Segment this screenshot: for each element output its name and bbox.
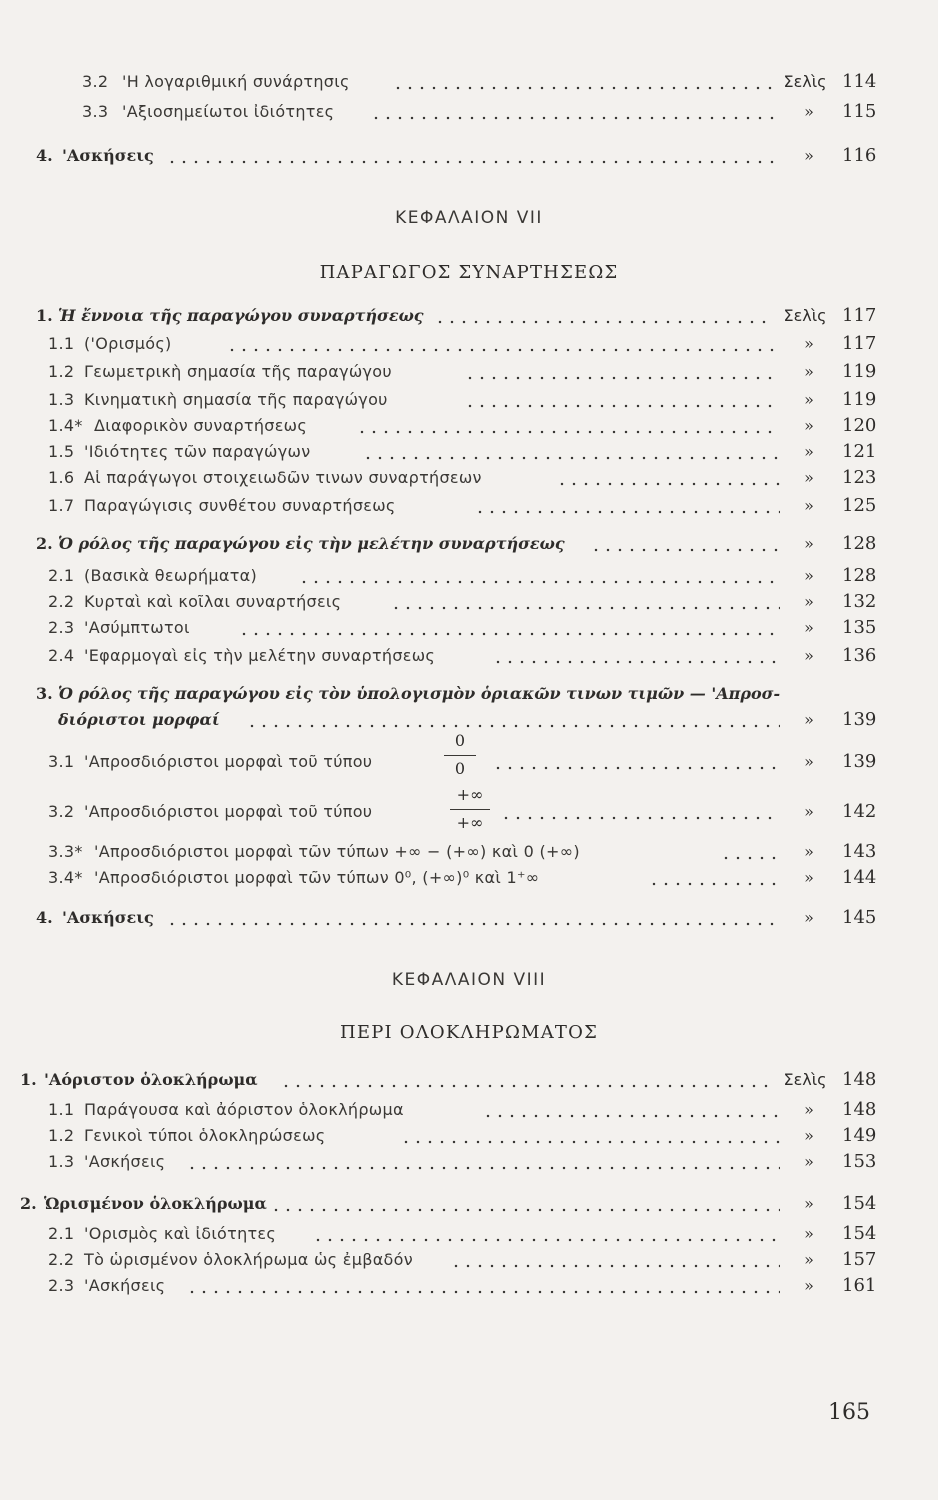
entry-number: 2.1 [48, 566, 75, 585]
page-mark: » [804, 908, 814, 927]
page-mark: » [804, 102, 814, 121]
entry-number: 3.2 [82, 72, 109, 91]
page-ref: 145 [842, 907, 877, 928]
page-mark: » [804, 752, 814, 771]
page-ref: 154 [842, 1193, 877, 1214]
leader-dots [500, 816, 780, 820]
page-mark: » [804, 416, 814, 435]
leader-dots [166, 922, 780, 926]
section-number: 4. [36, 908, 53, 927]
toc-section [0, 902, 938, 932]
page-ref: 125 [842, 495, 877, 516]
section-number: 2. [36, 534, 53, 553]
page-mark: » [804, 868, 814, 887]
section-number: 4. [36, 146, 53, 165]
toc-section [0, 528, 938, 558]
page-ref: 128 [842, 565, 877, 586]
section-title: 'Αόριστον ὁλοκλήρωμα [44, 1070, 258, 1089]
leader-dots [492, 660, 780, 664]
page-mark: » [804, 1224, 814, 1243]
page-ref: 157 [842, 1249, 877, 1270]
leader-dots [648, 882, 780, 886]
page-mark: » [804, 1126, 814, 1145]
entry-number: 1.4* [48, 416, 83, 435]
toc-section [0, 300, 938, 330]
page-mark: » [804, 1100, 814, 1119]
leader-dots [226, 348, 780, 352]
page-mark: » [804, 1152, 814, 1171]
page-mark: » [804, 592, 814, 611]
entry-number: 2.2 [48, 1250, 75, 1269]
leader-dots [166, 160, 780, 164]
toc-section [0, 140, 938, 170]
leader-dots [186, 1166, 780, 1170]
page-ref: 148 [842, 1069, 877, 1090]
entry-title: Διαφορικὸν συναρτήσεως [94, 416, 308, 435]
chapter-title: ΠΕΡΙ ΟΛΟΚΛΗΡΩΜΑΤΟΣ [340, 1022, 598, 1043]
entry-number: 1.2 [48, 1126, 75, 1145]
fraction-denominator: +∞ [456, 813, 484, 832]
toc-entry [0, 96, 938, 126]
leader-dots [298, 580, 780, 584]
page-mark: » [804, 534, 814, 553]
page-ref: 135 [842, 617, 877, 638]
page-ref: 115 [842, 101, 877, 122]
page-number: 165 [828, 1400, 870, 1425]
page-mark: » [804, 1250, 814, 1269]
entry-title: 'Ασύμπτωτοι [84, 618, 190, 637]
leader-dots [556, 482, 780, 486]
entry-number: 2.1 [48, 1224, 75, 1243]
entry-number: 2.4 [48, 646, 75, 665]
page-ref: 114 [842, 71, 877, 92]
section-title: 'Ασκήσεις [62, 146, 154, 165]
leader-dots [492, 766, 780, 770]
page-ref: 121 [842, 441, 877, 462]
entry-title: 'Ορισμὸς καὶ ἰδιότητες [84, 1224, 277, 1243]
page-ref: 142 [842, 801, 877, 822]
toc-entry [0, 612, 938, 642]
toc-entry [0, 356, 938, 386]
entry-number: 3.1 [48, 752, 75, 771]
leader-dots [280, 1084, 774, 1088]
page-mark: » [804, 646, 814, 665]
section-title: Ἡ ἔννοια τῆς παραγώγου συναρτήσεως [58, 306, 424, 325]
entry-title: Παραγώγισις συνθέτου συναρτήσεως [84, 496, 396, 515]
entry-title: 'Ιδιότητες τῶν παραγώγων [84, 442, 311, 461]
page-mark: » [804, 1276, 814, 1295]
toc-section [0, 1064, 938, 1094]
page-mark: » [804, 710, 814, 729]
leader-dots [312, 1238, 780, 1242]
entry-number: 1.1 [48, 334, 75, 353]
toc-entry [0, 66, 938, 96]
entry-title: Παράγουσα καὶ ἀόριστον ὁλοκλήρωμα [84, 1100, 404, 1119]
toc-entry [0, 862, 938, 892]
entry-title: 'Απροσδιόριστοι μορφαὶ τοῦ τύπου [84, 802, 373, 821]
entry-title: ('Ορισμός) [84, 334, 172, 353]
entry-number: 3.2 [48, 802, 75, 821]
toc-entry [0, 328, 938, 358]
page-mark: Σελὶς [783, 72, 827, 91]
page-mark: » [804, 442, 814, 461]
page-mark: » [804, 842, 814, 861]
entry-number: 1.1 [48, 1100, 75, 1119]
toc-entry [0, 1270, 938, 1300]
leader-dots [270, 1208, 780, 1212]
entry-title: 'Η λογαριθμική συνάρτησις [122, 72, 350, 91]
page-mark: Σελὶς [783, 1070, 827, 1089]
section-title-continued: διόριστοι μορφαί [58, 710, 220, 729]
toc-section [0, 1188, 938, 1218]
leader-dots [186, 1290, 780, 1294]
page-ref: 148 [842, 1099, 877, 1120]
page-ref: 117 [842, 333, 877, 354]
entry-title: Γεωμετρικὴ σημασία τῆς παραγώγου [84, 362, 392, 381]
chapter-title: ΠΑΡΑΓΩΓΟΣ ΣΥΝΑΡΤΗΣΕΩΣ [319, 262, 619, 283]
entry-title: 'Απροσδιόριστοι μορφαὶ τοῦ τύπου [84, 752, 373, 771]
leader-dots [434, 320, 774, 324]
page-mark: » [804, 362, 814, 381]
leader-dots [370, 116, 780, 120]
entry-title: 'Ασκήσεις [84, 1276, 166, 1295]
entry-title: Κινηματικὴ σημασία τῆς παραγώγου [84, 390, 388, 409]
page-mark: » [804, 1194, 814, 1213]
entry-title: Τὸ ὡρισμένον ὁλοκλήρωμα ὡς ἐμβαδόν [84, 1250, 413, 1269]
entry-number: 3.4* [48, 868, 83, 887]
page-mark: Σελὶς [783, 306, 827, 325]
page-ref: 119 [842, 389, 877, 410]
leader-dots [390, 606, 780, 610]
page-ref: 132 [842, 591, 877, 612]
fraction-numerator: 0 [454, 731, 466, 750]
toc-entry [0, 462, 938, 492]
section-title: Ὡρισμένον ὁλοκλήρωμα [44, 1194, 267, 1213]
page-mark: » [804, 618, 814, 637]
page-mark: » [804, 390, 814, 409]
leader-dots [392, 86, 774, 90]
entry-title: Αἱ παράγωγοι στοιχειωδῶν τινων συναρτήσεων [84, 468, 482, 487]
page-ref: 128 [842, 533, 877, 554]
leader-dots [238, 632, 774, 636]
page-ref: 143 [842, 841, 877, 862]
toc-entry [0, 490, 938, 520]
toc-entry [0, 640, 938, 670]
page-mark: » [804, 146, 814, 165]
leader-dots [246, 724, 780, 728]
page-mark: » [804, 566, 814, 585]
page-mark: » [804, 496, 814, 515]
section-number: 2. [20, 1194, 37, 1213]
entry-title: Γενικοὶ τύποι ὁλοκληρώσεως [84, 1126, 326, 1145]
page-ref: 153 [842, 1151, 877, 1172]
entry-number: 2.3 [48, 618, 75, 637]
fraction-bar [444, 755, 476, 756]
page-mark: » [804, 334, 814, 353]
fraction-numerator: +∞ [456, 785, 484, 804]
page-ref: 139 [842, 751, 877, 772]
section-title: 'Ασκήσεις [62, 908, 154, 927]
leader-dots [720, 856, 776, 860]
leader-dots [356, 430, 780, 434]
entry-number: 2.3 [48, 1276, 75, 1295]
toc-section-continued [0, 704, 938, 734]
leader-dots [464, 376, 780, 380]
chapter-label: ΚΕΦΑΛΑΙΟΝ VII [395, 208, 543, 228]
fraction-denominator: 0 [454, 759, 466, 778]
entry-number: 1.3 [48, 1152, 75, 1171]
section-title: Ὁ ρόλος τῆς παραγώγου εἰς τὴν μελέτην συναρτήσεως [58, 534, 565, 553]
entry-number: 1.2 [48, 362, 75, 381]
fraction-infinity-over-infinity [446, 786, 494, 832]
entry-number: 3.3 [82, 102, 109, 121]
page-ref: 123 [842, 467, 877, 488]
entry-title: 'Εφαρμογαὶ εἰς τὴν μελέτην συναρτήσεως [84, 646, 436, 665]
page-ref: 117 [842, 305, 877, 326]
page-mark: » [804, 468, 814, 487]
entry-title: 'Ασκήσεις [84, 1152, 166, 1171]
page-ref: 120 [842, 415, 877, 436]
page-ref: 149 [842, 1125, 877, 1146]
entry-title: Κυρταὶ καὶ κοῖλαι συναρτήσεις [84, 592, 342, 611]
section-number: 1. [36, 306, 53, 325]
entry-number: 1.7 [48, 496, 75, 515]
entry-number: 3.3* [48, 842, 83, 861]
section-title: Ὁ ρόλος τῆς παραγώγου εἰς τὸν ὑπολογισμὸν ὁριακῶν τινων τιμῶν — 'Απροσ- [58, 684, 781, 703]
entry-number: 1.5 [48, 442, 75, 461]
entry-title: 'Αξιοσημείωτοι ἰδιότητες [122, 102, 335, 121]
leader-dots [362, 456, 780, 460]
leader-dots [450, 1264, 780, 1268]
page-ref: 119 [842, 361, 877, 382]
page-ref: 136 [842, 645, 877, 666]
entry-number: 1.6 [48, 468, 75, 487]
entry-title: 'Απροσδιόριστοι μορφαὶ τῶν τύπων 0⁰, (+∞)⁰ καὶ 1⁺∞ [94, 868, 540, 887]
page-ref: 139 [842, 709, 877, 730]
entry-number: 2.2 [48, 592, 75, 611]
entry-title: 'Απροσδιόριστοι μορφαὶ τῶν τύπων +∞ − (+∞) καὶ 0 (+∞) [94, 842, 580, 861]
section-number: 1. [20, 1070, 37, 1089]
chapter-label: ΚΕΦΑΛΑΙΟΝ VIII [391, 970, 547, 990]
section-number: 3. [36, 684, 53, 703]
fraction-bar [450, 809, 490, 810]
page-ref: 154 [842, 1223, 877, 1244]
fraction-zero-over-zero [440, 732, 480, 778]
leader-dots [482, 1114, 780, 1118]
page-ref: 161 [842, 1275, 877, 1296]
leader-dots [474, 510, 780, 514]
page-mark: » [804, 802, 814, 821]
leader-dots [400, 1140, 780, 1144]
toc-entry [0, 1146, 938, 1176]
page-ref: 116 [842, 145, 877, 166]
leader-dots [464, 404, 780, 408]
entry-number: 1.3 [48, 390, 75, 409]
leader-dots [590, 548, 780, 552]
page-ref: 144 [842, 867, 877, 888]
entry-title: (Βασικὰ θεωρήματα) [84, 566, 258, 585]
